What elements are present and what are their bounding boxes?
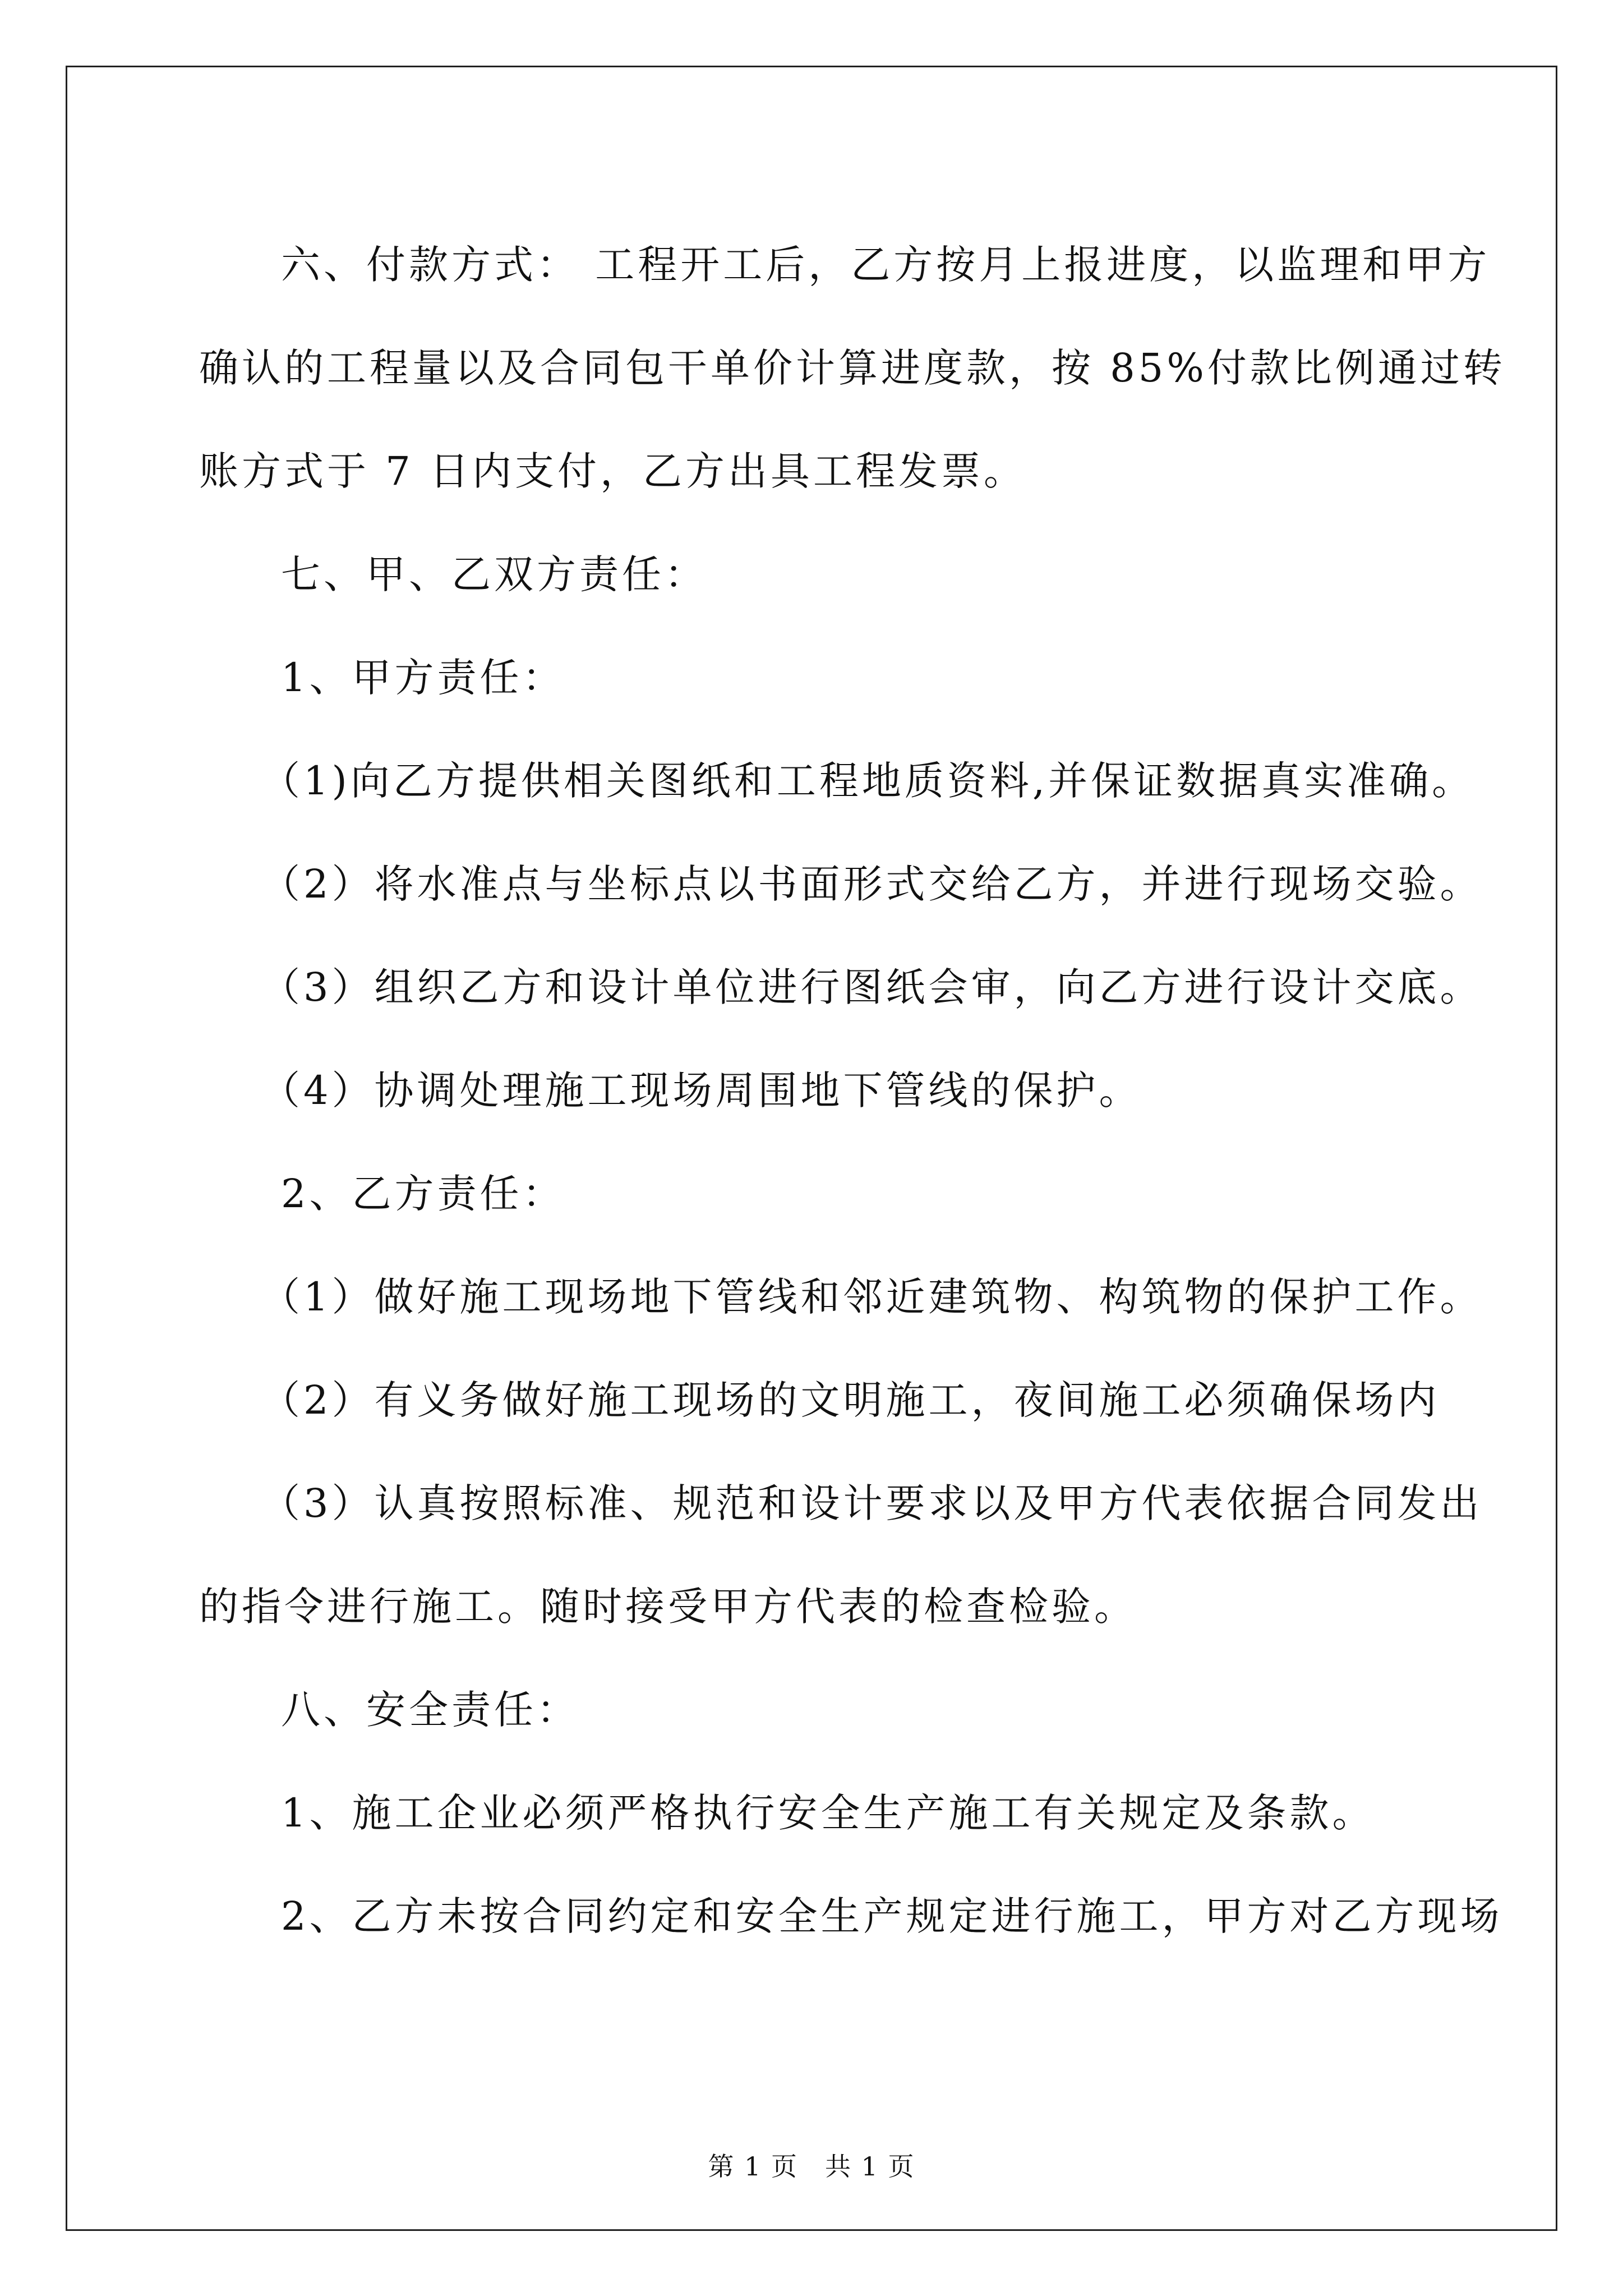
list-item: （1）做好施工现场地下管线和邻近建筑物、构筑物的保护工作。 [261,1274,1483,1320]
page-footer: 第 1 页 共 1 页 [708,2151,915,2182]
document-body [199,213,1506,1968]
list-item: （4）协调处理施工现场周围地下管线的保护。 [261,1068,1142,1114]
list-item: （3）认真按照标准、规范和设计要求以及甲方代表依据合同发出 [261,1480,1483,1526]
paragraph: 六、付款方式： 工程开工后，乙方按月上报进度，以监理和甲方 [281,242,1491,288]
list-item: （3）组织乙方和设计单位进行图纸会审，向乙方进行设计交底。 [261,964,1483,1010]
paragraph: 确认的工程量以及合同包干单价计算进度款，按 85%付款比例通过转 [199,345,1506,391]
section-heading: 八、安全责任： [281,1687,579,1733]
list-item: （2）有义务做好施工现场的文明施工，夜间施工必须确保场内 [261,1377,1440,1423]
subsection-heading: 1、甲方责任： [281,655,565,701]
section-heading: 七、甲、乙双方责任： [281,551,707,597]
paragraph: 的指令进行施工。随时接受甲方代表的检查检验。 [199,1584,1137,1630]
list-item: 1、施工企业必须严格执行安全生产施工有关规定及条款。 [281,1790,1375,1836]
list-item: （1)向乙方提供相关图纸和工程地质资料,并保证数据真实准确。 [261,758,1475,804]
paragraph: 账方式于 7 日内支付，乙方出具工程发票。 [199,448,1027,494]
list-item: （2）将水准点与坐标点以书面形式交给乙方，并进行现场交验。 [261,861,1483,907]
list-item: 2、乙方未按合同约定和安全生产规定进行施工，甲方对乙方现场 [281,1893,1503,1939]
subsection-heading: 2、乙方责任： [281,1171,565,1217]
